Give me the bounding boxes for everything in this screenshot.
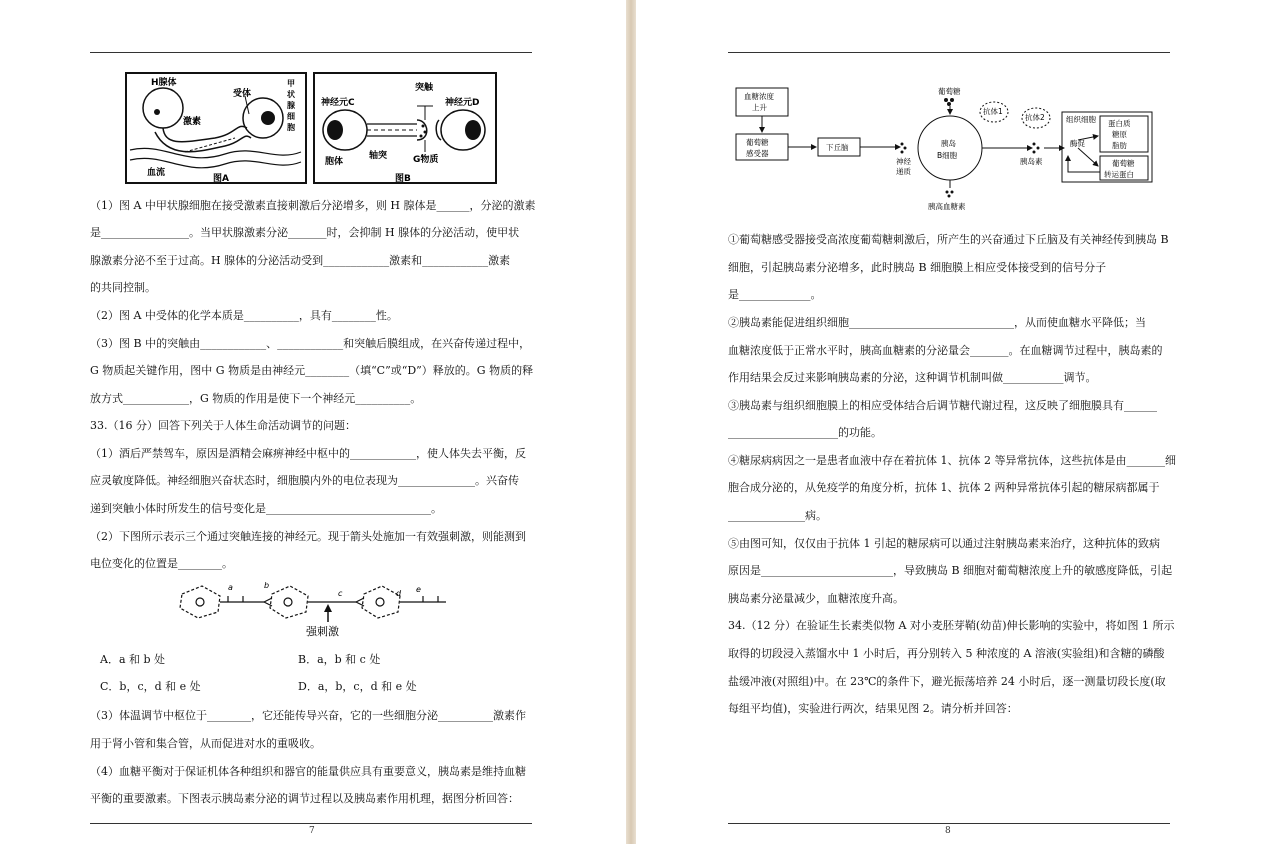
glucose-rise-line2: 上升 [752, 103, 767, 112]
question-text-line: ②胰岛素能促进组织细胞______________________________，从而使血糖水平降低；当 [728, 316, 1146, 329]
neurotransmitter-line1: 神经 [896, 157, 911, 166]
thyroid-cell-label [287, 79, 296, 132]
option-c: C．b，c，d 和 e 处 [100, 680, 201, 693]
figure-b [314, 73, 496, 184]
neuron-d-label: 神经元D [445, 98, 480, 108]
stimulus-label: 强刺激 [306, 625, 339, 638]
header-rule [728, 52, 1170, 53]
product-fat: 脂肪 [1112, 141, 1127, 150]
question-text-line: 是_____________。 [728, 288, 822, 301]
option-a: A．a 和 b 处 [100, 653, 166, 666]
promote-label: 酶促 [1070, 139, 1085, 148]
question-text-line: （1）图 A 中甲状腺细胞在接受激素直接刺激后分泌增多，则 H 腺体是______，分泌的激素 [90, 199, 536, 212]
question-text-line: （4）血糖平衡对于保证机体各种组织和器官的能量供应具有重要意义，胰岛素是维持血糖 [90, 765, 526, 778]
question-text-line: 胰岛素分泌量减少，血糖浓度升高。 [728, 592, 904, 605]
question-text-line: 34.（12 分）在验证生长素类似物 A 对小麦胚芽鞘(幼苗)伸长影响的实验中，将如图 1 所示 [728, 619, 1175, 632]
synapse-label: 突触 [415, 83, 434, 93]
islet-b-line1: 胰岛 [941, 139, 956, 148]
antibody1-label: 抗体1 [983, 107, 1003, 116]
question-text-line: 取得的切段浸入蒸馏水中 1 小时后，再分别转入 5 种浓度的 A 溶液(实验组)和含糖的磷酸 [728, 647, 1165, 660]
thyroid-char: 腺 [287, 101, 295, 110]
question-text-line: 放方式____________，G 物质的作用是使下一个神经元__________。 [90, 392, 422, 405]
point-c-label: c [338, 589, 343, 598]
question-text-line: 用于肾小管和集合管，从而促进对水的重吸收。 [90, 737, 321, 750]
neuron-chain-figure [168, 578, 450, 640]
tissue-cell-label: 组织细胞 [1066, 115, 1096, 124]
thyroid-char: 胞 [287, 123, 295, 132]
option-d: D．a，b，c，d 和 e 处 [298, 680, 417, 693]
question-text-line: ⑤由图可知，仅仅由于抗体 1 引起的糖尿病可以通过注射胰岛素来治疗，这种抗体的致病 [728, 537, 1160, 550]
figure-a [126, 73, 306, 184]
glucose-receptor-line2: 感受器 [746, 149, 769, 158]
question-text-line: ④糖尿病病因之一是患者血液中存在着抗体 1、抗体 2 等异常抗体，这些抗体是由_______细 [728, 454, 1176, 467]
question-text-line: ①葡萄糖感受器接受高浓度葡萄糖刺激后，所产生的兴奋通过下丘脑及有关神经传到胰岛 B [728, 233, 1169, 246]
question-text-line: 电位变化的位置是________。 [90, 557, 233, 570]
point-e-label: e [416, 585, 421, 594]
point-b-label: b [264, 581, 270, 590]
question-text-line: ③胰岛素与组织细胞膜上的相应受体结合后调节糖代谢过程，这反映了细胞膜具有______ [728, 399, 1157, 412]
page-gutter [626, 0, 636, 844]
hormone-label: 激素 [183, 117, 202, 127]
product-protein: 蛋白质 [1108, 119, 1131, 128]
receptor-label: 受体 [233, 89, 252, 99]
page-7 [0, 0, 626, 844]
figure-a-caption: 图A [213, 174, 229, 184]
question-text-line: （3）图 B 中的突触由____________、____________和突触后膜组成，在兴奋传递过程中， [90, 337, 531, 350]
g-substance-label: G物质 [413, 155, 439, 165]
transporter-line2: 转运蛋白 [1104, 170, 1134, 179]
question-text-line: 是________________。当甲状腺激素分泌_______时，会抑制 H 腺体的分泌活动，使甲状 [90, 226, 520, 239]
neurotransmitter-line2: 递质 [896, 167, 911, 176]
question-text-line: （1）酒后严禁驾车，原因是酒精会麻痹神经中枢中的____________，使人体失去平衡，反 [90, 447, 526, 460]
footer-rule [728, 823, 1170, 824]
question-text-line: 细胞，引起胰岛素分泌增多，此时胰岛 B 细胞膜上相应受体接受到的信号分子 [728, 261, 1107, 274]
h-gland-label: H腺体 [151, 78, 177, 88]
page-8 [636, 0, 1262, 844]
page-number: 8 [945, 826, 951, 836]
option-b: B．a，b 和 c 处 [298, 653, 381, 666]
glucagon-label: 胰高血糖素 [928, 202, 966, 211]
transporter-line1: 葡萄糖 [1112, 159, 1135, 168]
hypothalamus-label: 下丘脑 [826, 143, 849, 152]
point-a-label: a [228, 583, 233, 592]
question-text-line: 血糖浓度低于正常水平时，胰高血糖素的分泌量会_______。在血糖调节过程中，胰岛素的 [728, 344, 1163, 357]
header-rule [90, 52, 532, 53]
question-text-line: G 物质起关键作用，图中 G 物质是由神经元________（填“C”或“D”）释放的。G 物质的释 [90, 364, 534, 377]
islet-b-line2: B细胞 [937, 151, 958, 160]
insulin-regulation-diagram [732, 82, 1156, 214]
axon-label: 轴突 [369, 151, 388, 161]
neuron-c-label: 神经元C [321, 98, 355, 108]
question-text-line: 33.（16 分）回答下列关于人体生命活动调节的问题： [90, 419, 356, 432]
glucose-label: 葡萄糖 [938, 87, 961, 96]
question-text-line: （2）下图所示表示三个通过突触连接的神经元。现于箭头处施加一有效强刺激，则能测到 [90, 530, 526, 543]
question-text-line: 胞合成分泌的，从免疫学的角度分析，抗体 1、抗体 2 两种异常抗体引起的糖尿病都属于 [728, 481, 1160, 494]
question-text-line: （3）体温调节中枢位于________，它还能传导兴奋，它的一些细胞分泌__________激素作 [90, 709, 526, 722]
page-number: 7 [309, 826, 315, 836]
blood-flow-label: 血流 [147, 168, 166, 178]
question-text-line: 递到突触小体时所发生的信号变化是______________________________。 [90, 502, 442, 515]
question-text-line: 每组平均值)，实验进行两次，结果见图 2。请分析并回答： [728, 702, 1018, 715]
thyroid-char: 细 [287, 112, 295, 121]
question-text-line: 平衡的重要激素。下图表示胰岛素分泌的调节过程以及胰岛素作用机理，据图分析回答： [90, 792, 519, 805]
question-text-line: 原因是________________________，导致胰岛 B 细胞对葡萄糖浓度上升的敏感度降低，引起 [728, 564, 1173, 577]
point-d-label: d [396, 589, 402, 598]
figure-b-caption: 图B [395, 174, 411, 184]
question-text-line: ______________病。 [728, 509, 827, 522]
product-glycogen: 糖原 [1112, 130, 1127, 139]
footer-rule [90, 823, 532, 824]
question-text-line: 的共同控制。 [90, 281, 156, 294]
cell-body-label: 胞体 [325, 157, 344, 167]
question-text-line: 腺激素分泌不至于过高。H 腺体的分泌活动受到____________激素和____________激素 [90, 254, 511, 267]
question-text-line: （2）图 A 中受体的化学本质是__________，具有________性。 [90, 309, 398, 322]
question-text-line: 作用结果会反过来影响胰岛素的分泌，这种调节机制叫做___________调节。 [728, 371, 1097, 384]
antibody2-label: 抗体2 [1025, 113, 1045, 122]
thyroid-char: 甲 [287, 79, 295, 88]
question-text-line: 盐缓冲液(对照组)中。在 23℃的条件下，避光振荡培养 24 小时后，逐一测量切段长度(取 [728, 675, 1166, 688]
figure-a-b [125, 72, 497, 186]
question-text-line: ____________________的功能。 [728, 426, 882, 439]
question-text-line: 应灵敏度降低。神经细胞兴奋状态时，细胞膜内外的电位表现为______________。兴奋传 [90, 474, 519, 487]
glucose-rise-line1: 血糖浓度 [744, 92, 774, 101]
glucose-receptor-line1: 葡萄糖 [746, 138, 769, 147]
insulin-label: 胰岛素 [1020, 157, 1043, 166]
thyroid-char: 状 [287, 90, 295, 99]
